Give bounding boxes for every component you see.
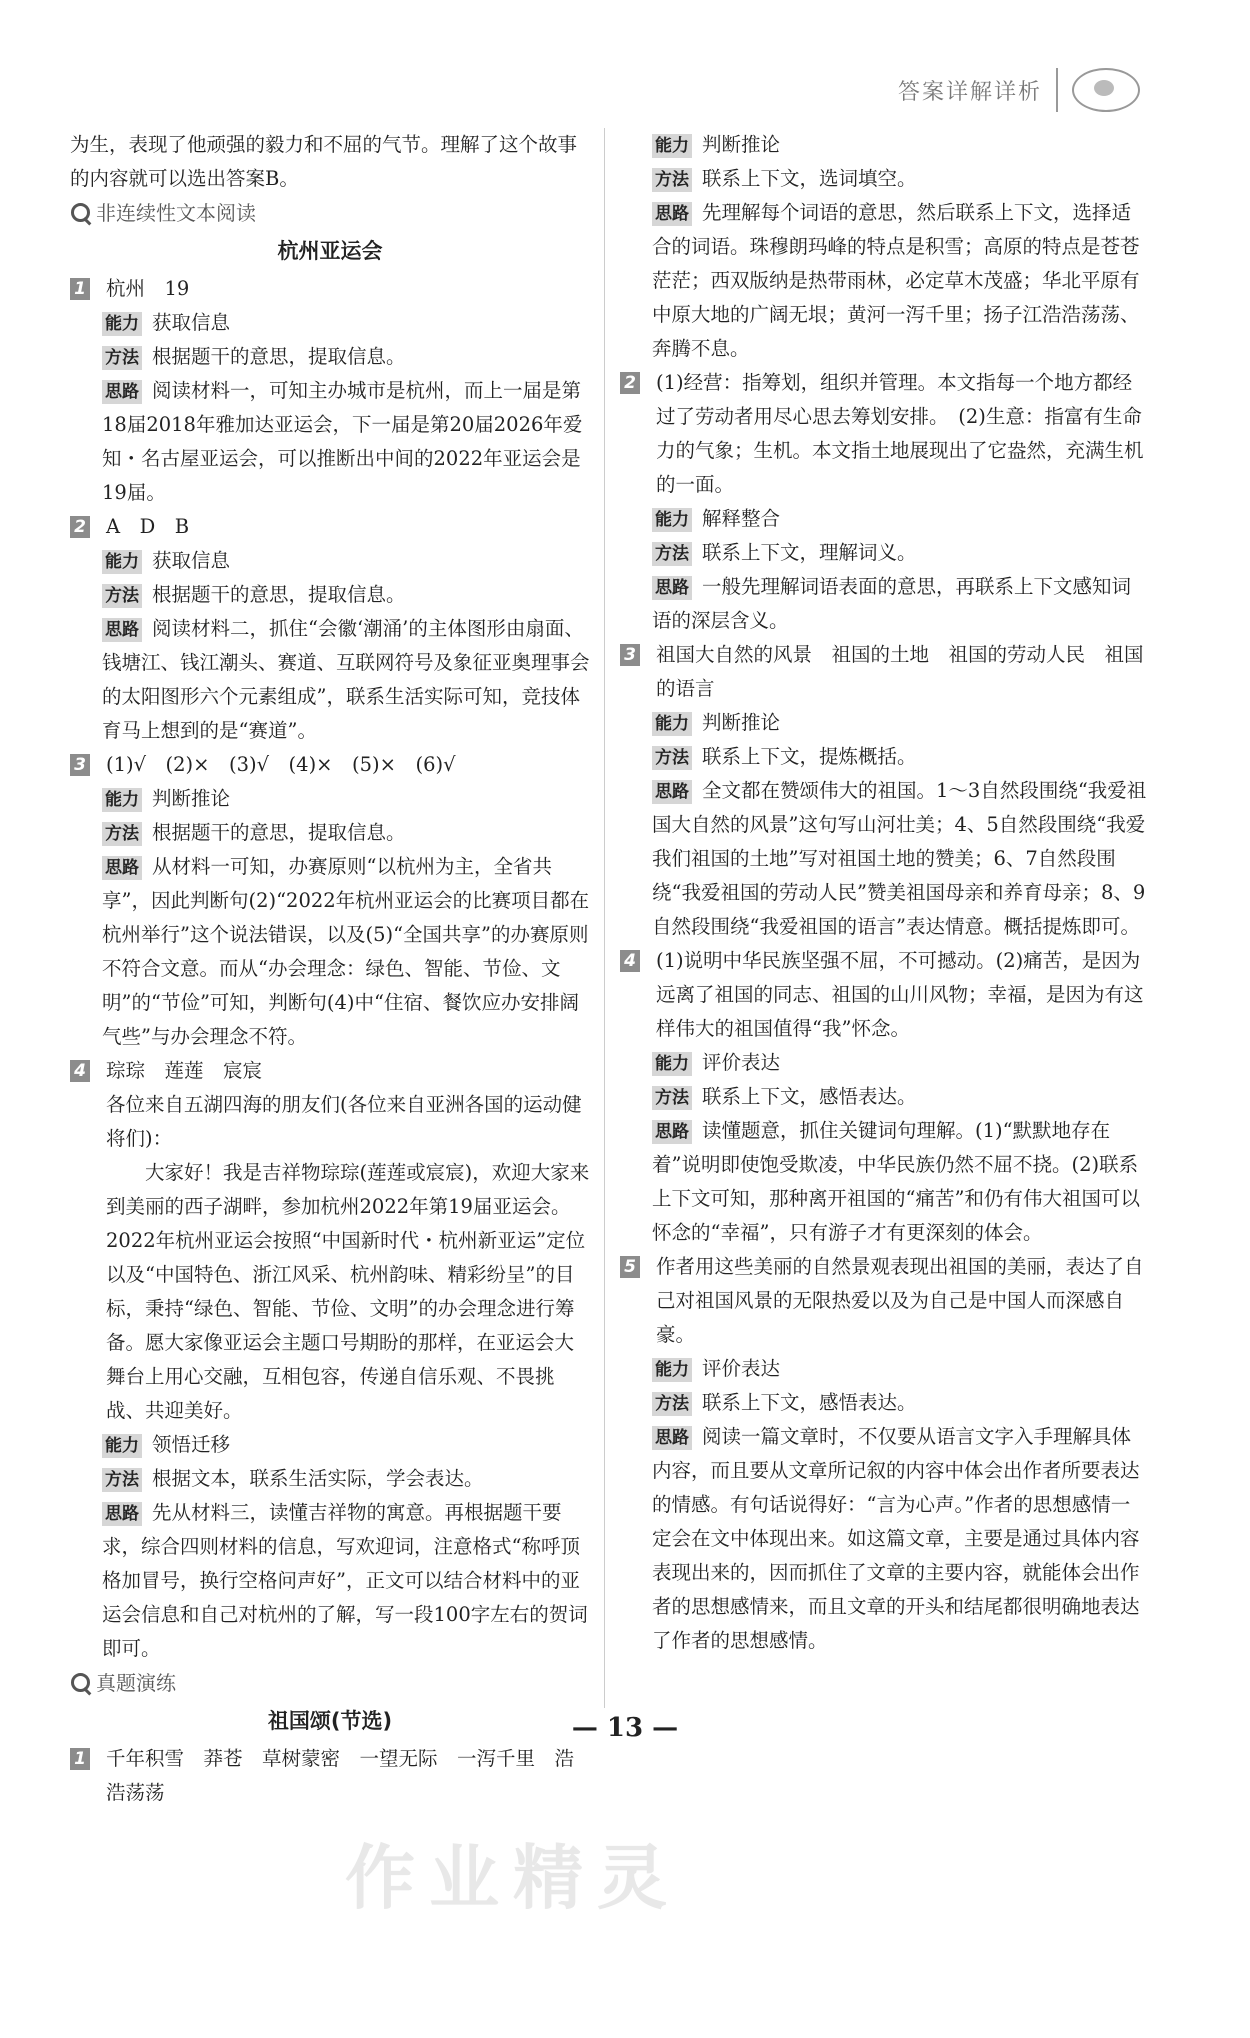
- ability-value: 判断推论: [702, 133, 781, 156]
- logo-icon: [1072, 68, 1140, 112]
- method-value: 根据文本，联系生活实际，学会表达。: [152, 1467, 484, 1490]
- question-number: 5: [620, 1256, 640, 1278]
- idea-value: 先理解每个词语的意思，然后联系上下文，选择适合的词语。珠穆朗玛峰的特点是积雪；高原的特点是苍苍茫茫；西双版纳是热带雨林，必定草木茂盛；华北平原有中原大地的广阔无垠；黄河一泻千里；扬子江浩浩荡荡、奔腾不息。: [652, 201, 1140, 360]
- question-r4: [620, 944, 1148, 1046]
- section-title: 非连续性文本阅读: [96, 201, 256, 225]
- answer: 杭州 19: [106, 277, 190, 300]
- question-r5: [620, 1250, 1148, 1352]
- magnifier-icon: [70, 1672, 92, 1694]
- question-r2: [620, 366, 1148, 502]
- intro-text: 为生，表现了他顽强的毅力和不屈的气节。理解了这个故事的内容就可以选出答案B。: [70, 133, 578, 190]
- question-number: 3: [620, 644, 640, 666]
- method-value: 根据题干的意思，提取信息。: [152, 821, 406, 844]
- idea-value: 从材料一可知，办赛原则“以杭州为主，全省共享”，因此判断句(2)“2022年杭州亚运会的比赛项目都在杭州举行”这个说法错误，以及(5)“全国共享”的办赛原则不符合文意。而从“办会理念：绿色、智能、节俭、文明”的“节俭”可知，判断句(4)中“住宿、餐饮应办安排阔气些”与办会理念不符。: [102, 855, 590, 1048]
- header-divider: [1056, 68, 1058, 112]
- ability-value: 判断推论: [152, 787, 231, 810]
- method-tag: 方法: [102, 1468, 142, 1492]
- method-tag: 方法: [652, 1086, 692, 1110]
- ability-tag: 能力: [102, 788, 142, 812]
- idea-value: 一般先理解词语表面的意思，再联系上下文感知词语的深层含义。: [652, 575, 1132, 632]
- idea-value: 先从材料三，读懂吉祥物的寓意。再根据题干要求，综合四则材料的信息，写欢迎词，注意格式“称呼顶格加冒号，换行空格问声好”，正文可以结合材料中的亚运会信息和自己对杭州的了解，写一段100字左右的贺词即可。: [102, 1501, 588, 1660]
- header-title: 答案详解详析: [897, 79, 1042, 105]
- method-value: 根据题干的意思，提取信息。: [152, 345, 406, 368]
- idea-tag: 思路: [652, 1426, 692, 1450]
- idea-tag: 思路: [652, 202, 692, 226]
- ability-value: 解释整合: [702, 507, 781, 530]
- answer: A D B: [106, 515, 190, 538]
- ability-tag: 能力: [652, 1052, 692, 1076]
- method-tag: 方法: [652, 168, 692, 192]
- ability-value: 判断推论: [702, 711, 781, 734]
- article-title: 祖国颂(节选): [267, 1709, 393, 1733]
- method-value: 根据题干的意思，提取信息。: [152, 583, 406, 606]
- method-value: 联系上下文，选词填空。: [702, 167, 917, 190]
- ability-tag: 能力: [102, 312, 142, 336]
- article-title: 杭州亚运会: [277, 239, 383, 263]
- section-title: 真题演练: [96, 1671, 176, 1695]
- method-tag: 方法: [102, 346, 142, 370]
- ability-value: 获取信息: [152, 549, 231, 572]
- idea-tag: 思路: [652, 1120, 692, 1144]
- speech: 大家好！我是吉祥物琮琮(莲莲或宸宸)，欢迎大家来到美丽的西子湖畔，参加杭州2022年第19届亚运会。2022年杭州亚运会按照“中国新时代・杭州新亚运”定位以及“中国特色、浙江风采、杭州韵味、精彩纷呈”的目标，秉持“绿色、智能、节俭、文明”的办会理念进行筹备。愿大家像亚运会主题口号期盼的那样，在亚运会大舞台上用心交融，互相包容，传递自信乐观、不畏挑战、共迎美好。: [106, 1161, 590, 1422]
- column-divider: [604, 128, 605, 1708]
- question-number: 4: [620, 950, 640, 972]
- answer: 琮琮 莲莲 宸宸: [106, 1059, 263, 1082]
- answer: 作者用这些美丽的自然景观表现出祖国的美丽，表达了自己对祖国风景的无限热爱以及为自己是中国人而深感自豪。: [656, 1255, 1144, 1346]
- ability-tag: 能力: [652, 712, 692, 736]
- question-number: 3: [70, 754, 90, 776]
- method-tag: 方法: [102, 822, 142, 846]
- question-number: 4: [70, 1060, 90, 1082]
- greeting: 各位来自五湖四海的朋友们(各位来自亚洲各国的运动健将们)：: [106, 1093, 582, 1150]
- ability-tag: 能力: [652, 134, 692, 158]
- page-header: [898, 68, 1140, 112]
- idea-value: 全文都在赞颂伟大的祖国。1～3自然段围绕“我爱祖国大自然的风景”这句写山河壮美；4、5自然段围绕“我爱我们祖国的土地”写对祖国土地的赞美；6、7自然段围绕“我爱祖国的劳动人民”赞美祖国母亲和养育母亲；8、9自然段围绕“我爱祖国的语言”表达情意。概括提炼即可。: [652, 779, 1147, 938]
- idea-tag: 思路: [102, 1502, 142, 1526]
- ability-value: 评价表达: [702, 1051, 781, 1074]
- section-heading-practice: [70, 1666, 590, 1700]
- idea-tag: 思路: [652, 780, 692, 804]
- answer: (1)说明中华民族坚强不屈，不可撼动。(2)痛苦，是因为远离了祖国的同志、祖国的山川风物；幸福，是因为有这样伟大的祖国值得“我”怀念。: [656, 949, 1144, 1040]
- method-tag: 方法: [652, 542, 692, 566]
- left-column: [70, 128, 590, 1810]
- idea-value: 阅读材料一，可知主办城市是杭州，而上一届是第18届2018年雅加达亚运会，下一届是第20届2026年爱知・名古屋亚运会，可以推断出中间的2022年亚运会是19届。: [102, 379, 583, 504]
- question-1: [70, 272, 590, 306]
- method-value: 联系上下文，感悟表达。: [702, 1085, 917, 1108]
- answer: 千年积雪 莽苍 草树蒙密 一望无际 一泻千里 浩浩荡荡: [106, 1747, 575, 1804]
- magnifier-icon: [70, 202, 92, 224]
- question-number: 1: [70, 1748, 90, 1770]
- idea-value: 阅读一篇文章时，不仅要从语言文字入手理解具体内容，而且要从文章所记叙的内容中体会出作者所要表达的情感。有句话说得好：“言为心声。”作者的思想感情一定会在文中体现出来。如这篇文章，主要是通过具体内容表现出来的，因而抓住了文章的主要内容，就能体会出作者的思想感情来，而且文章的开头和结尾都很明确地表达了作者的思想感情。: [652, 1425, 1140, 1652]
- method-tag: 方法: [652, 746, 692, 770]
- idea-value: 阅读材料二，抓住“会徽‘潮涌’的主体图形由扇面、钱塘江、钱江潮头、赛道、互联网符号及象征亚奥理事会的太阳图形六个元素组成”，联系生活实际可知，竞技体育马上想到的是“赛道”。: [102, 617, 590, 742]
- watermark: 作业精灵: [345, 1837, 681, 1919]
- idea-value: 读懂题意，抓住关键词句理解。(1)“默默地存在着”说明即使饱受欺凌，中华民族仍然不屈不挠。(2)联系上下文可知，那种离开祖国的“痛苦”和仍有伟大祖国可以怀念的“幸福”，只有游子才有更深刻的体会。: [652, 1119, 1140, 1244]
- question-number: 2: [620, 372, 640, 394]
- method-tag: 方法: [102, 584, 142, 608]
- right-column: [620, 128, 1148, 1658]
- answer: 祖国大自然的风景 祖国的土地 祖国的劳动人民 祖国的语言: [656, 643, 1144, 700]
- ability-tag: 能力: [102, 550, 142, 574]
- page-number: — 13 —: [571, 1713, 679, 1743]
- method-tag: 方法: [652, 1392, 692, 1416]
- idea-tag: 思路: [652, 576, 692, 600]
- question-number: 1: [70, 278, 90, 300]
- idea-tag: 思路: [102, 618, 142, 642]
- answer: (1)经营：指筹划，组织并管理。本文指每一个地方都经过了劳动者用尽心思去筹划安排。 (2)生意：指富有生命力的气象；生机。本文指土地展现出了它盎然，充满生机的一面。: [656, 371, 1144, 496]
- question-2: [70, 510, 590, 544]
- ability-value: 评价表达: [702, 1357, 781, 1380]
- ability-tag: 能力: [102, 1434, 142, 1458]
- ability-value: 领悟迁移: [152, 1433, 231, 1456]
- idea-tag: 思路: [102, 856, 142, 880]
- ability-tag: 能力: [652, 1358, 692, 1382]
- ability-value: 获取信息: [152, 311, 231, 334]
- answer: (1)√ (2)× (3)√ (4)× (5)× (6)√: [106, 753, 456, 776]
- question-4: [70, 1054, 590, 1428]
- section-heading-nonlinear: [70, 196, 590, 230]
- question-5: [70, 1742, 590, 1810]
- question-3: [70, 748, 590, 782]
- method-value: 联系上下文，理解词义。: [702, 541, 917, 564]
- question-r3: [620, 638, 1148, 706]
- method-value: 联系上下文，提炼概括。: [702, 745, 917, 768]
- method-value: 联系上下文，感悟表达。: [702, 1391, 917, 1414]
- question-number: 2: [70, 516, 90, 538]
- ability-tag: 能力: [652, 508, 692, 532]
- idea-tag: 思路: [102, 380, 142, 404]
